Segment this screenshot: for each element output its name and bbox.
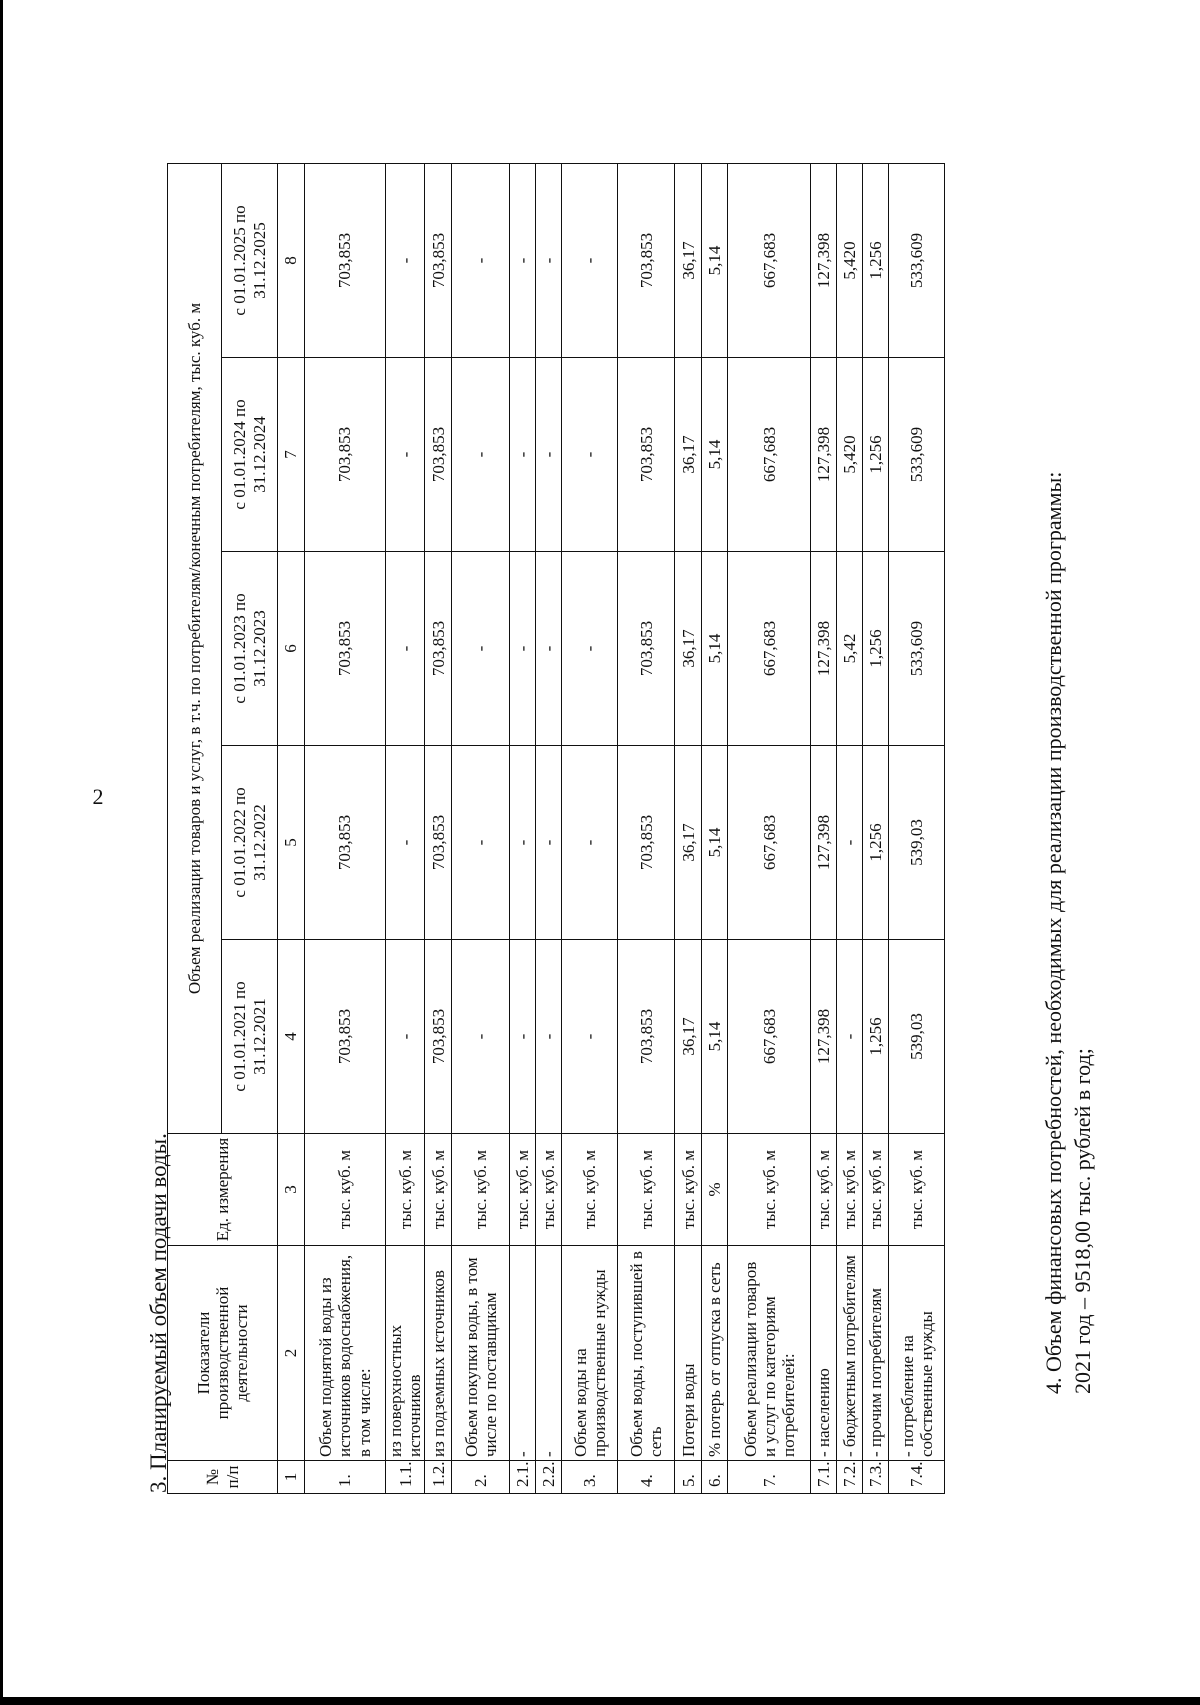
row-value: 36,17 [675, 163, 702, 357]
row-unit: тыс. куб. м [536, 1134, 562, 1246]
row-number: 1.2. [425, 1461, 452, 1494]
row-value: 533,609 [889, 358, 945, 552]
table-row [425, 163, 452, 1493]
row-indicator: - [536, 1246, 562, 1461]
row-value: 703,853 [618, 552, 675, 746]
row-value: 127,398 [811, 552, 837, 746]
section-title: 3. Планируемый объем подачи воды. [146, 1133, 171, 1493]
row-value: - [386, 358, 425, 552]
header-period: с 01.01.2025 по 31.12.2025 [222, 163, 278, 357]
row-value: 667,683 [728, 746, 811, 940]
header-indicator: Показатели производственной деятельности [168, 1246, 278, 1461]
row-value: 667,683 [728, 940, 811, 1134]
row-unit: тыс. куб. м [510, 1134, 536, 1246]
column-number: 1 [278, 1461, 305, 1494]
row-indicator: Объем покупки воды, в том числе по поставщикам [452, 1246, 510, 1461]
row-value: - [452, 163, 510, 357]
row-value: - [386, 746, 425, 940]
row-value: 539,03 [889, 746, 945, 940]
header-volume-group: Объем реализации товаров и услуг, в т.ч. по потребителям/конечным потребителям, тыс. куб. м [168, 163, 222, 1133]
table-row [536, 163, 562, 1493]
row-indicator: из поверхностных источников [386, 1246, 425, 1461]
row-value: - [562, 746, 618, 940]
row-value: - [386, 163, 425, 357]
row-value: 703,853 [425, 552, 452, 746]
row-value: - [562, 940, 618, 1134]
row-value: 127,398 [811, 358, 837, 552]
row-indicator: Объем воды на производственные нужды [562, 1246, 618, 1461]
row-value: 703,853 [305, 358, 386, 552]
row-value: 533,609 [889, 163, 945, 357]
row-value: 703,853 [425, 358, 452, 552]
row-value: 127,398 [811, 940, 837, 1134]
row-value: - [510, 358, 536, 552]
row-value: 127,398 [811, 746, 837, 940]
row-value: 36,17 [675, 940, 702, 1134]
row-indicator: из подземных источников [425, 1246, 452, 1461]
table-row [675, 163, 702, 1493]
row-value: 703,853 [425, 746, 452, 940]
row-number: 7.4. [889, 1461, 945, 1494]
table-row [452, 163, 510, 1493]
row-indicator: - населению [811, 1246, 837, 1461]
financial-needs-2021: 2021 год – 9518,00 тыс. рублей в год; [1069, 1048, 1095, 1394]
row-value: 533,609 [889, 552, 945, 746]
header-period: с 01.01.2024 по 31.12.2024 [222, 358, 278, 552]
row-value: 5,14 [702, 552, 728, 746]
row-value: 5,42 [837, 552, 863, 746]
row-value: 703,853 [305, 746, 386, 940]
row-indicator: - [510, 1246, 536, 1461]
row-unit: тыс. куб. м [889, 1134, 945, 1246]
row-indicator: Объем реализации товаров и услуг по категориям потребителей: [728, 1246, 811, 1461]
column-number: 4 [278, 940, 305, 1134]
row-number: 3. [562, 1461, 618, 1494]
row-value: 5,14 [702, 163, 728, 357]
table-row [562, 163, 618, 1493]
row-value: 1,256 [863, 746, 889, 940]
header-period: с 01.01.2023 по 31.12.2023 [222, 552, 278, 746]
row-value: - [562, 163, 618, 357]
row-value: 36,17 [675, 746, 702, 940]
row-value: 667,683 [728, 163, 811, 357]
row-value: - [510, 940, 536, 1134]
row-value: 703,853 [618, 358, 675, 552]
row-unit: тыс. куб. м [618, 1134, 675, 1246]
row-unit: тыс. куб. м [452, 1134, 510, 1246]
row-value: - [452, 746, 510, 940]
table-row [702, 163, 728, 1493]
row-unit: тыс. куб. м [305, 1134, 386, 1246]
row-number: 7.3. [863, 1461, 889, 1494]
column-number: 6 [278, 552, 305, 746]
table-row [837, 163, 863, 1493]
row-value: - [562, 552, 618, 746]
row-number: 2.2. [536, 1461, 562, 1494]
header-unit: Ед. измерения [168, 1134, 278, 1246]
row-value: - [837, 940, 863, 1134]
row-number: 4. [618, 1461, 675, 1494]
row-value: 703,853 [618, 163, 675, 357]
row-value: 703,853 [618, 940, 675, 1134]
row-value: - [510, 163, 536, 357]
table-row [811, 163, 837, 1493]
row-value: - [536, 746, 562, 940]
column-number: 2 [278, 1246, 305, 1461]
row-value: 703,853 [425, 940, 452, 1134]
row-value: - [386, 552, 425, 746]
row-value: - [510, 746, 536, 940]
row-unit: тыс. куб. м [837, 1134, 863, 1246]
row-value: 667,683 [728, 358, 811, 552]
row-number: 7. [728, 1461, 811, 1494]
row-number: 6. [702, 1461, 728, 1494]
row-number: 1. [305, 1461, 386, 1494]
row-value: 1,256 [863, 358, 889, 552]
header-period: с 01.01.2021 по 31.12.2021 [222, 940, 278, 1134]
column-number: 5 [278, 746, 305, 940]
row-value: 5,420 [837, 163, 863, 357]
row-value: - [536, 163, 562, 357]
row-value: - [386, 940, 425, 1134]
row-value: 5,14 [702, 358, 728, 552]
row-value: - [452, 358, 510, 552]
table-row [618, 163, 675, 1493]
row-indicator: - потребление на собственные нужды [889, 1246, 945, 1461]
row-value: 539,03 [889, 940, 945, 1134]
row-indicator: % потерь от отпуска в сеть [702, 1246, 728, 1461]
row-value: 1,256 [863, 552, 889, 746]
row-number: 5. [675, 1461, 702, 1494]
row-value: 703,853 [305, 552, 386, 746]
row-unit: тыс. куб. м [728, 1134, 811, 1246]
row-value: 703,853 [305, 163, 386, 357]
table-row [305, 163, 386, 1493]
financial-needs-heading: 4. Объем финансовых потребностей, необходимых для реализации производственной программы: [1041, 471, 1066, 1394]
financial-needs-section [1040, 472, 1097, 1394]
column-number: 7 [278, 358, 305, 552]
row-indicator: Объем воды, поступившей в сеть [618, 1246, 675, 1461]
row-unit: тыс. куб. м [562, 1134, 618, 1246]
row-value: 36,17 [675, 552, 702, 746]
table-row [510, 163, 536, 1493]
row-number: 2.1. [510, 1461, 536, 1494]
row-unit: тыс. куб. м [675, 1134, 702, 1246]
row-value: - [452, 940, 510, 1134]
page-number: 2 [92, 784, 104, 809]
header-num: № п/п [168, 1461, 278, 1494]
row-value: - [562, 358, 618, 552]
header-period: с 01.01.2022 по 31.12.2022 [222, 746, 278, 940]
row-value: 5,420 [837, 358, 863, 552]
row-indicator: Потери воды [675, 1246, 702, 1461]
row-unit: % [702, 1134, 728, 1246]
row-value: - [510, 552, 536, 746]
row-indicator: - бюджетным потребителям [837, 1246, 863, 1461]
row-value: 127,398 [811, 163, 837, 357]
row-value: 5,14 [702, 940, 728, 1134]
row-number: 1.1. [386, 1461, 425, 1494]
row-value: 667,683 [728, 552, 811, 746]
row-unit: тыс. куб. м [425, 1134, 452, 1246]
table-row [728, 163, 811, 1493]
row-value: - [536, 358, 562, 552]
row-value: 36,17 [675, 358, 702, 552]
row-number: 7.1. [811, 1461, 837, 1494]
row-value: - [536, 940, 562, 1134]
row-value: 1,256 [863, 940, 889, 1134]
table-row [863, 163, 889, 1493]
water-supply-table [167, 163, 945, 1494]
table-row [889, 163, 945, 1493]
row-value: 1,256 [863, 163, 889, 357]
row-unit: тыс. куб. м [811, 1134, 837, 1246]
row-unit: тыс. куб. м [863, 1134, 889, 1246]
row-value: 5,14 [702, 746, 728, 940]
row-indicator: - прочим потребителям [863, 1246, 889, 1461]
column-number: 3 [278, 1134, 305, 1246]
row-value: - [452, 552, 510, 746]
row-value: - [536, 552, 562, 746]
row-value: 703,853 [618, 746, 675, 940]
row-indicator: Объем поднятой воды из источников водоснабжения, в том числе: [305, 1246, 386, 1461]
row-number: 7.2. [837, 1461, 863, 1494]
row-value: 703,853 [425, 163, 452, 357]
row-value: - [837, 746, 863, 940]
table-row [386, 163, 425, 1493]
row-unit: тыс. куб. м [386, 1134, 425, 1246]
row-number: 2. [452, 1461, 510, 1494]
row-value: 703,853 [305, 940, 386, 1134]
column-number: 8 [278, 163, 305, 357]
